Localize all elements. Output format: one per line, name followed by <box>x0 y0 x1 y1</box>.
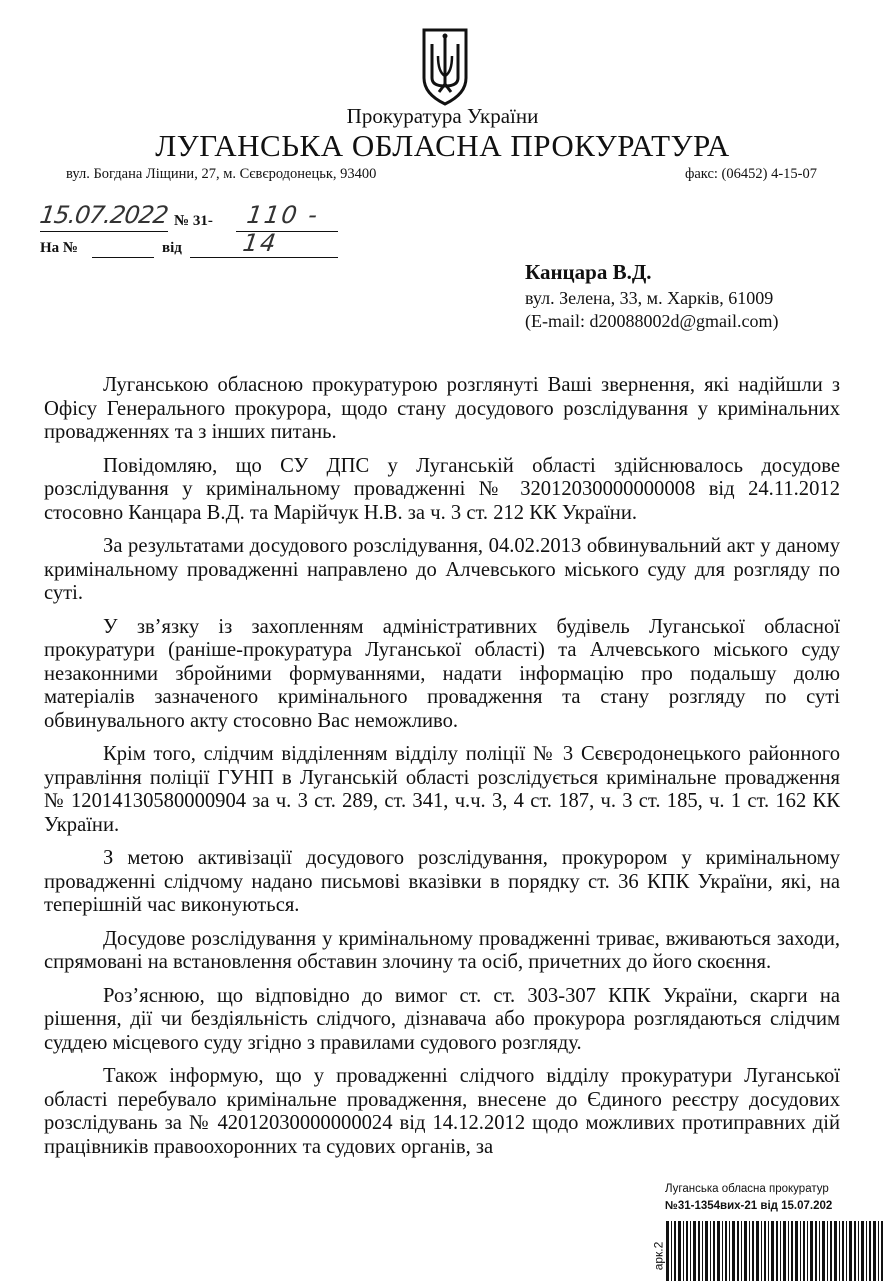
date-underline <box>40 231 168 232</box>
number-underline <box>236 231 338 232</box>
recipient-name: Канцара В.Д. <box>525 260 652 284</box>
body-paragraph: Крім того, слідчим відділенням відділу поліції № 3 Сєвєродонецького районного управління поліції ГУНП в Луганській області розслідується кримінальне провадження № 12014130580000904 за ч. 3 ст. 289, ст. 341, ч.ч. 3, 4 ст. 187, ч. 3 ст. 185, ч. 1 ст. 162 КК України. <box>44 743 840 836</box>
registration-number-handwritten: 110 - 14 <box>241 201 322 257</box>
barcode-icon <box>666 1221 885 1281</box>
trident-emblem-icon <box>418 26 472 106</box>
stamp-page-number: арк.2 <box>651 1241 666 1271</box>
body-paragraph: Також інформую, що у провадженні слідчого відділу прокуратури Луганської області перебувало кримінальне провадження, внесене до Єдиного реєстру досудових розслідувань за № 42012030000000024 від 14.12.2012 щодо можливих протиправних дій працівників правоохоронних та судових органів, за <box>44 1065 840 1158</box>
letter-body <box>44 374 840 1169</box>
incoming-date-label: від <box>162 240 182 256</box>
incoming-number-label: На № <box>40 240 78 256</box>
incoming-date-underline <box>190 257 338 258</box>
prosecutor-office-regional: ЛУГАНСЬКА ОБЛАСНА ПРОКУРАТУРА <box>155 128 730 163</box>
office-fax: факс: (06452) 4-15-07 <box>684 166 817 182</box>
recipient-address: вул. Зелена, 33, м. Харків, 61009 <box>525 288 774 308</box>
body-paragraph: З метою активізації досудового розслідування, прокурором у кримінальному провадженні слідчому надано письмові вказівки в порядку ст. 36 КПК України, які, на теперішній час виконуються. <box>44 847 840 916</box>
registration-stamp <box>652 1183 885 1285</box>
registration-number-label: № 31- <box>174 213 213 229</box>
prosecutor-office-national: Прокуратура України <box>346 104 539 128</box>
body-paragraph: Повідомляю, що СУ ДПС у Луганській області здійснювалось досудове розслідування у кримінальному провадженні № 32012030000000008 від 24.11.2012 стосовно Канцара В.Д. та Марійчук Н.В. за ч. 3 ст. 212 КК України. <box>44 454 840 524</box>
stamp-organization: Луганська обласна прокуратур <box>665 1183 829 1195</box>
recipient-email: (E-mail: d20088002d@gmail.com) <box>525 311 779 331</box>
stamp-reference: №31-1354вих-21 від 15.07.202 <box>665 1200 833 1212</box>
registration-date-handwritten: 15.07.2022 <box>38 201 170 229</box>
body-paragraph: Луганською обласною прокуратурою розглянуті Ваші звернення, які надійшли з Офісу Генерального прокурора, щодо стану досудового розслідування у кримінальних провадженнях та з інших питань. <box>44 374 840 443</box>
body-paragraph: За результатами досудового розслідування, 04.02.2013 обвинувальний акт у даному кримінальному провадженні направлено до Алчевського міського суду для розгляду по суті. <box>44 535 840 604</box>
body-paragraph: Досудове розслідування у кримінальному провадженні триває, вживаються заходи, спрямовані на встановлення обставин злочину та осіб, причетних до його скоєння. <box>44 927 840 973</box>
incoming-number-underline <box>92 257 154 258</box>
body-paragraph: У зв’язку із захопленням адміністративних будівель Луганської обласної прокуратури (раніше-прокуратура Луганської області) та Алчевського міського суду незаконними збройними формуваннями, надати інформацію про подальшу долю матеріалів зазначеного кримінального провадження та стану розгляду по суті обвинувального акту стосовно Вас неможливо. <box>44 615 840 732</box>
office-address: вул. Богдана Ліщини, 27, м. Сєвєродонецьк, 93400 <box>66 166 377 182</box>
body-paragraph: Роз’яснюю, що відповідно до вимог ст. ст. 303-307 КПК України, скарги на рішення, дії чи бездіяльність слідчого, дізнавача або прокурора розглядаються слідчим суддею місцевого суду згідно з правилами судового розгляду. <box>44 984 840 1054</box>
